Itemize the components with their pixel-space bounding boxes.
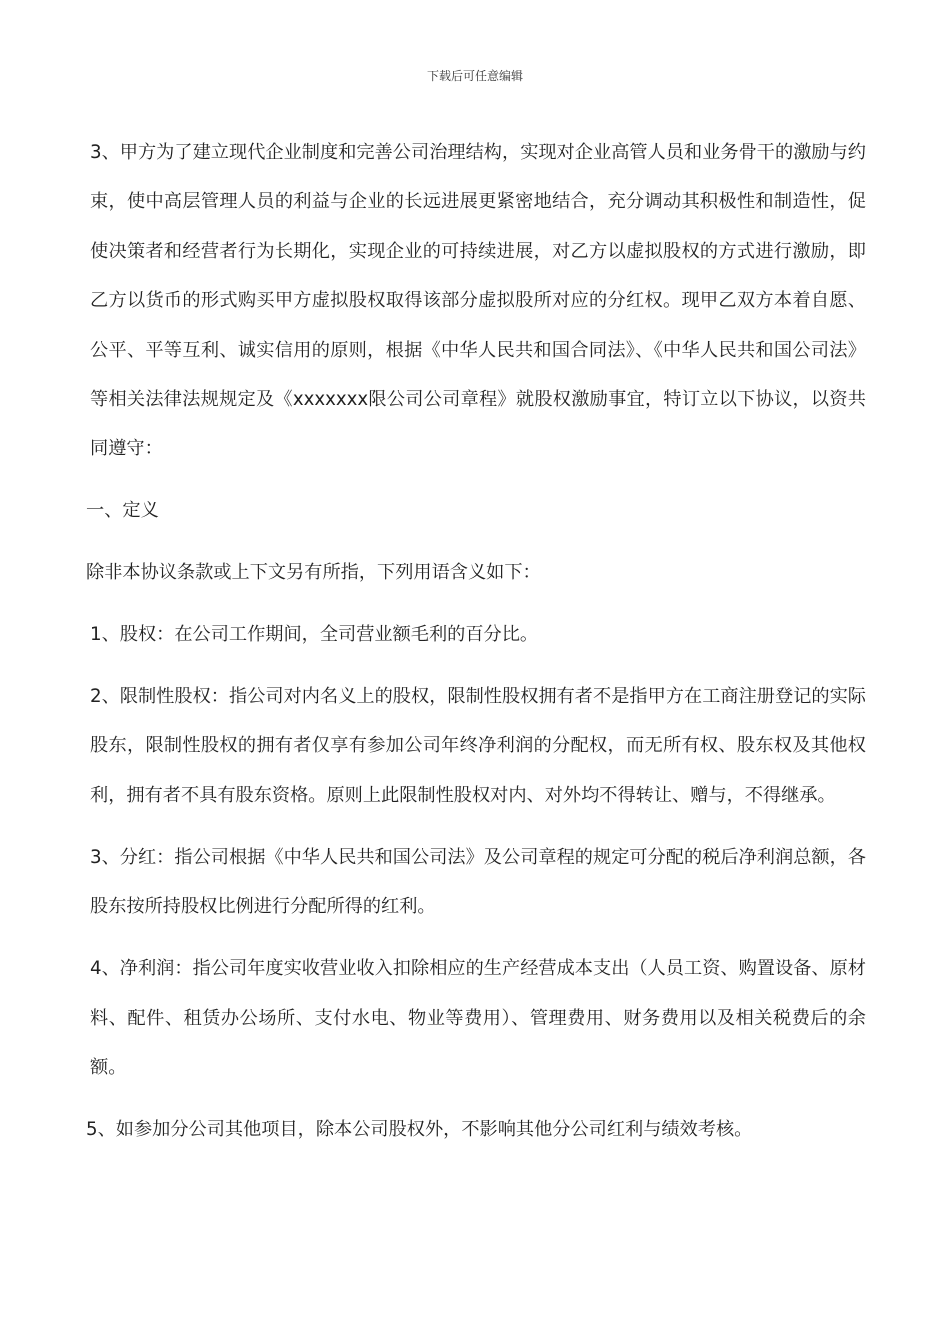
- document-body: [86, 128, 866, 1154]
- definition-equity: 1、股权：在公司工作期间，全司营业额毛利的百分比。: [90, 624, 539, 646]
- paragraph-purpose: 3、甲方为了建立现代企业制度和完善公司治理结构，实现对企业高管人员和业务骨干的激励与约束，使中高层管理人员的利益与企业的长远进展更紧密地结合，充分调动其积极性和制造性，促使决策者和经营者行为长期化，实现企业的可持续进展，对乙方以虚拟股权的方式进行激励，即乙方以货币的形式购买甲方虚拟股权取得该部分虚拟股所对应的分红权。现甲乙双方本着自愿、公平、平等互利、诚实信用的原则，根据《中华人民共和国合同法》、《中华人民共和国公司法》等相关法律法规规定及《xxxxxxx限公司公司章程》就股权激励事宜，特订立以下协议，以资共同遵守：: [90, 142, 866, 460]
- clause-other-projects: 5、如参加分公司其他项目，除本公司股权外，不影响其他分公司红利与绩效考核。: [86, 1118, 753, 1140]
- paragraph-definitions-intro: 除非本协议条款或上下文另有所指，下列用语含义如下：: [86, 562, 541, 584]
- definition-dividend: 3、分红：指公司根据《中华人民共和国公司法》及公司章程的规定可分配的税后净利润总额，各股东按所持股权比例进行分配所得的红利。: [90, 846, 866, 918]
- page-header: 下载后可任意编辑: [426, 69, 523, 83]
- section-heading-definitions: 一、定义: [86, 500, 159, 522]
- definition-net-profit: 4、净利润：指公司年度实收营业收入扣除相应的生产经营成本支出（人员工资、购置设备、原材料、配件、租赁办公场所、支付水电、物业等费用）、管理费用、财务费用以及相关税费后的余额。: [90, 958, 866, 1078]
- definition-restricted-equity: 2、限制性股权：指公司对内名义上的股权，限制性股权拥有者不是指甲方在工商注册登记的实际股东，限制性股权的拥有者仅享有参加公司年终净利润的分配权，而无所有权、股东权及其他权利，拥有者不具有股东资格。原则上此限制性股权对内、对外均不得转让、赠与，不得继承。: [90, 686, 866, 806]
